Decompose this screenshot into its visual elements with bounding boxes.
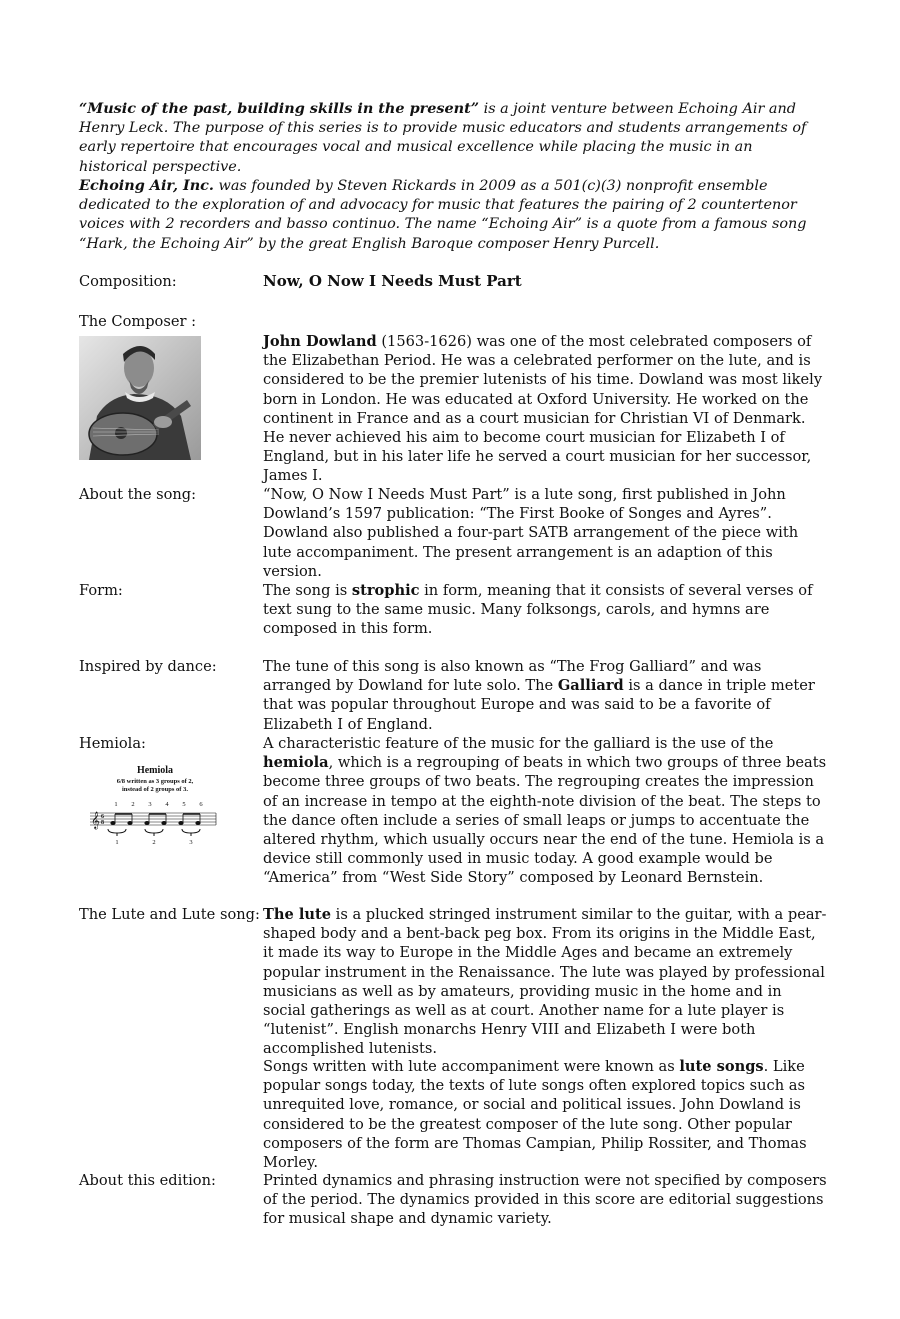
composer-bio [263,332,828,486]
grouping-brackets [108,829,200,836]
hemiola-text [263,734,828,888]
hemiola-text-pre: A characteristic feature of the music for the galliard is the use of the [263,735,774,752]
beat-number-bottom: 3 [189,839,193,846]
intro-paragraph-echoing-air [79,176,824,254]
beat-number-top: 2 [131,801,135,808]
edition-text: Printed dynamics and phrasing instruction were not specified by composers of the period. The dynamics provided in this score are editorial suggestions for musical shape and dynamic variety. [263,1172,827,1228]
dance-galliard-term: Galliard [557,677,624,695]
time-signature-bottom: 8 [101,820,104,826]
beat-number-top: 4 [165,801,169,808]
echoing-air-description: was founded by Steven Rickards in 2009 as a 501(c)(3) nonprofit ensemble dedicated to the exploration of and advocacy for music that features the pairing of 2 countertenor voices with 2 recorders and basso continuo. The name “Echoing Air” is a quote from a famous song “Hark, the Echoing Air” by the great English Baroque composer Henry Purcell. [79,178,807,252]
beat-number-top: 6 [199,801,203,808]
series-description: is a joint venture between Echoing Air and Henry Leck. The purpose of this series is to provide music educators and students arrangements of early repertoire that encourages vocal and musical excellence while placing the music in an historical perspective. [79,101,807,175]
lute-songs-term: lute songs [679,1058,764,1075]
lute-term: The lute [263,906,332,923]
composer-name: John Dowland [263,333,377,350]
hemiola-figure-title: Hemiola [136,765,174,776]
form-text [263,581,828,639]
beat-number-top: 5 [182,801,186,808]
about-song-label: About the song: [79,486,197,503]
beat-number-bottom: 2 [152,839,156,846]
beat-number-bottom: 1 [115,839,119,846]
lute-paragraph-1 [263,905,828,1059]
echoing-air-name: Echoing Air, Inc. [79,177,214,194]
dance-text-post: is a dance in triple meter that was popular throughout Europe and was said to be a favorite of Elizabeth I of England. [263,677,815,733]
hemiola-notation-figure [86,763,224,847]
hemiola-figure-caption-1: 6/8 written as 3 groups of 2, [116,778,194,785]
composer-portrait-image [79,336,201,460]
time-signature-top: 6 [101,814,104,820]
form-strophic-term: strophic [351,582,420,599]
composer-bio-text: (1563-1626) was one of the most celebrated composers of the Elizabethan Period. He was a celebrated performer on the lute, and is considered to be the premier lutenists of his time. Dowland was most likely born in London. He was educated at Oxford University. He worked on the continent in France and as a court musician for Christian VI of Denmark. He never achieved his aim to become court musician for Elizabeth I of England, but in his later life he served a court musician for her successor, James I. [263,333,823,485]
form-text-pre: The song is [263,582,352,599]
edition-label: About this edition: [79,1172,216,1189]
series-title: “Music of the past, building skills in the present” [79,100,480,117]
hemiola-label: Hemiola: [79,735,146,752]
dance-text [263,657,828,734]
form-text-post: in form, meaning that it consists of several verses of text sung to the same music. Many folksongs, carols, and hymns are composed in this form. [263,582,813,638]
about-song-text: “Now, O Now I Needs Must Part” is a lute song, first published in John Dowland’s 1597 publication: “The First Booke of Songes and Ayres”. Dowland also published a four-part SATB arrangement of the piece with lute accompaniment. The present arrangement is an adaption of this version. [263,486,799,580]
lute-label: The Lute and Lute song: [79,906,260,923]
composer-label: The Composer : [79,313,196,330]
beat-number-top: 3 [148,801,152,808]
hemiola-figure-caption-2: instead of 2 groups of 3. [122,786,188,793]
hemiola-text-line1-end: , which is a regrouping of beats in which two groups of three beats [328,754,827,772]
lute-paragraph-2 [263,1057,828,1172]
composition-title: Now, O Now I Needs Must Part [263,272,522,290]
beat-number-top: 1 [114,801,118,808]
form-label: Form: [79,582,123,599]
composition-label: Composition: [79,273,177,290]
lute-paragraph-2-text: . Like popular songs today, the texts of lute songs often explored topics such as unrequited love, romance, or social and political issues. John Dowland is considered to be the greatest composer of the lute song. Other popular composers of the form are Thomas Campian, Philip Rossiter, and Thomas Morley. [263,1058,807,1172]
dance-label: Inspired by dance: [79,658,217,675]
lute-paragraph-2-pre: Songs written with lute accompaniment were known as [263,1058,680,1075]
lute-paragraph-1-text: is a plucked stringed instrument similar to the guitar, with a pear-shaped body and a bent-back peg box. From its origins in the Middle East, it made its way to Europe in the Middle Ages and became an extremely popular instrument in the Renaissance. The lute was played by professional musicians as well as by amateurs, providing music in the home and in social gatherings as well as at court. Another name for a lute player is “lutenist”. English monarchs Henry VIII and Elizabeth I were both accomplished lutenists. [263,906,827,1058]
hemiola-term: hemiola [263,754,329,772]
treble-clef-icon: 𝄞 [91,811,100,829]
dance-text-pre: The tune of this song is also known as “The Frog Galliard” and was arranged by Dowland for lute solo. The [263,658,762,695]
hemiola-text-post: become three groups of two beats. The regrouping creates the impression of an increase in tempo at the eighth-note division of the beat. The steps to the dance often include a series of small leaps or jumps to accentuate the altered rhythm, which usually occurs near the end of the tune. Hemiola is a device still commonly used in music today. A good example would be “America” from “West Side Story” composed by Leonard Bernstein. [263,773,825,887]
intro-paragraph-series [79,99,824,177]
